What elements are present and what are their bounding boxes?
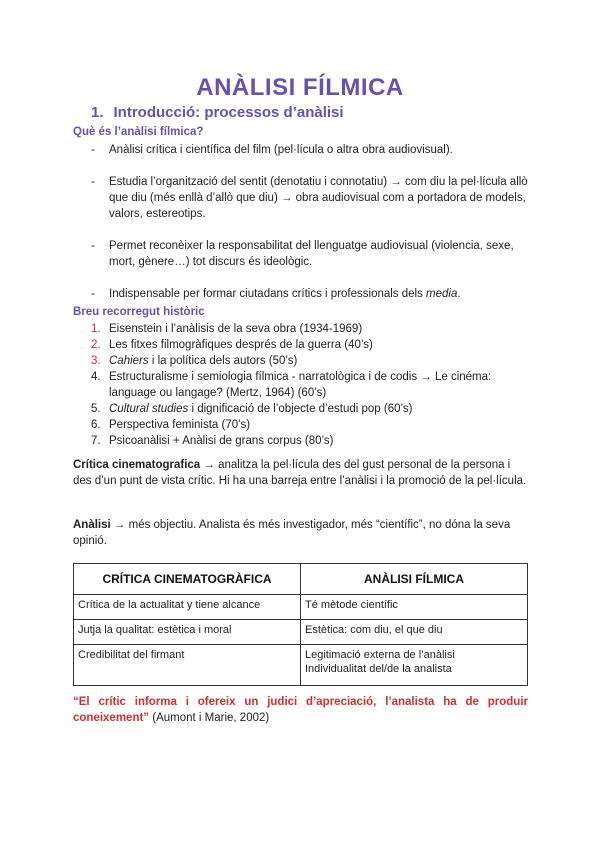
table-cell: Credibilitat del firmant: [74, 645, 301, 686]
list-item: [91, 369, 531, 401]
critica-text: → analitza la pel·lícula des del gust personal de la persona i des d’un punt de vista crític. Hi ha una barreja entre l’anàlisi i la promoció de la pel·lícula.: [73, 459, 527, 487]
list-item: [91, 353, 531, 369]
list-item-italic: media: [426, 288, 458, 300]
list-number: 5.: [91, 403, 101, 415]
list-number: 2.: [91, 339, 101, 351]
table-cell: Estètica: com diu, el que diu: [301, 620, 528, 645]
list-item-italic: Cultural studies: [109, 403, 189, 415]
table-row: [74, 595, 528, 620]
list-item-text: i dignificació de l’objecte d’estudi pop (60’s): [188, 403, 413, 415]
table-header-analisi: ANÀLISI FÍLMICA: [301, 564, 528, 595]
table-cell: [301, 645, 528, 686]
comparison-table: [73, 563, 528, 686]
analisi-paragraph: [73, 517, 528, 549]
table-row: [74, 645, 528, 686]
subsection-heading-que-es: Què és l’anàlisi fílmica?: [73, 126, 204, 138]
definition-list: [91, 142, 531, 318]
list-item-suffix: .: [457, 288, 461, 300]
list-item: - Anàlisi crítica i científica del film (pel·lícula o altra obra audiovisual).: [91, 142, 531, 158]
list-number: 4.: [91, 371, 101, 383]
list-number: 7.: [91, 435, 101, 447]
list-item-text: Perspectiva feminista (70’s): [109, 419, 251, 431]
table-row: [74, 620, 528, 645]
list-item: [91, 337, 531, 353]
critica-paragraph: [73, 457, 528, 489]
section-title: Introducció: processos d’anàlisi: [113, 104, 344, 121]
table-header-critica: CRÍTICA CINEMATOGRÀFICA: [74, 564, 301, 595]
list-item: [91, 286, 531, 302]
list-item-italic: Cahiers: [109, 355, 149, 367]
section-heading: [91, 104, 344, 121]
history-list: [91, 321, 531, 449]
table-header-row: [74, 564, 528, 595]
quote-source: (Aumont i Marie, 2002): [149, 712, 270, 724]
list-number: 3.: [91, 355, 101, 367]
list-item: [91, 321, 531, 337]
table-cell: Té mètode científic: [301, 595, 528, 620]
list-item-text: Eisenstein i l’anàlisis de la seva obra (1934-1969): [109, 323, 363, 335]
section-number: 1.: [91, 104, 104, 121]
subsection-heading-historic: Breu recorregut històric: [73, 306, 205, 318]
list-item-text: Les fitxes filmogràfiques després de la guerra (40’s): [109, 339, 373, 351]
table-cell-line: Individualitat del/de la analista: [305, 663, 452, 675]
page-title: ANÀLISI FÍLMICA: [196, 74, 404, 101]
list-item-text: Estructuralisme i semiologia fílmica - narratològica i de codis → Le cinéma: language ou langage? (Mertz, 1964) (60’s): [109, 371, 492, 399]
list-item-text: Psicoanàlisi + Anàlisi de grans corpus (80’s): [109, 435, 334, 447]
list-item: [91, 433, 531, 449]
table-cell-line: Legitimació externa de l’anàlisi: [305, 649, 455, 661]
list-number: 1.: [91, 323, 101, 335]
list-number: 6.: [91, 419, 101, 431]
list-item: [91, 401, 531, 417]
list-item: - Estudia l’organització del sentit (denotatiu i connotatiu) → com diu la pel·lícula allò que diu (més enllà d’allò que diu) → obra audiovisual com a portadora de models, valors, estereotips.: [91, 174, 531, 222]
table-cell: Jutja la qualitat: estètica i moral: [74, 620, 301, 645]
quote-text: “El crític informa i ofereix un judici d’apreciació, l’analista ha de produir coneixement”: [73, 696, 528, 724]
list-item: [91, 417, 531, 433]
list-item-text: i la política dels autors (50’s): [148, 355, 298, 367]
analisi-term: Anàlisi: [73, 519, 111, 531]
list-item: - Permet reconèixer la responsabilitat del llenguatge audiovisual (violencia, sexe, mort, gènere…) tot discurs és ideològic.: [91, 238, 531, 270]
table-cell: Crítica de la actualitat y tiene alcance: [74, 595, 301, 620]
critica-term: Crítica cinematografica: [73, 459, 201, 471]
list-item-text: Indispensable per formar ciutadans crítics i professionals dels: [109, 288, 427, 300]
analisi-text: → més objectiu. Analista és més investigador, més “científic”, no dóna la seva opinió.: [73, 519, 511, 547]
quote-paragraph: [73, 694, 528, 726]
